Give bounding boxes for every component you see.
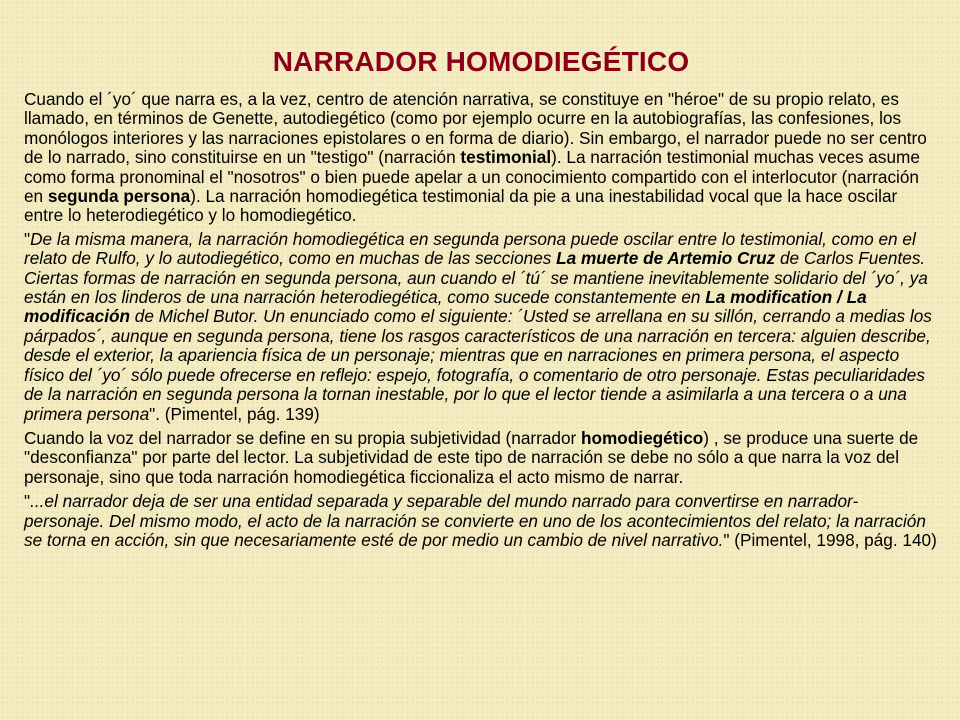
subjetividad-text-2: ) , se produce una suerte de "desconfianza" por parte del lector. La subjetividad de este tipo de narración se debe no sólo a que narra la voz del personaje, sino que toda narración homodiegética ficcionaliza el acto mismo de narrar. bbox=[24, 427, 919, 487]
term-testimonial: testimonial bbox=[460, 147, 552, 168]
intro-text-1: Cuando el ´yo´ que narra es, a la vez, centro de atención narrativa, se constituye en "héroe" de su propio relato, es llamado, en términos de Genette, autodiegético (como por ejemplo ocurre en la autobiografías, las confesiones, los monólogos interiores y las narraciones epistolares o en forma de diario). Sin embargo, el narrador puede no ser centro de lo narrado, sino constituirse en un "testigo" (narración bbox=[24, 89, 927, 168]
intro-text-3: ). La narración homodiegética testimonial da pie a una inestabilidad vocal que la hace oscilar entre lo heterodiegético y lo homodiegético. bbox=[24, 186, 898, 226]
quote-2-citation: " (Pimentel, 1998, pág. 140) bbox=[723, 529, 937, 550]
quote-1-open-mark: " bbox=[24, 228, 31, 249]
paragraph-quote-1 bbox=[24, 230, 938, 424]
quote-1-citation: ". (Pimentel, pág. 139) bbox=[149, 403, 320, 424]
term-homodiegetico: homodiegético bbox=[581, 427, 704, 448]
quote-1-text-1: De la misma manera, la narración homodiegética en segunda persona puede oscilar entre lo testimonial, como en el relato de Rulfo, y lo autodiegético, como en muchas de las secciones bbox=[24, 228, 916, 269]
intro-text-2: ). La narración testimonial muchas veces asume como forma pronominal el "nosotros" o bien puede apelar a un conocimiento compartido con el interlocutor (narración en bbox=[24, 147, 920, 207]
book-title-artemio-cruz: La muerte de Artemio Cruz bbox=[556, 248, 776, 269]
paragraph-subjetividad bbox=[24, 429, 938, 487]
paragraph-quote-2 bbox=[24, 492, 938, 550]
quote-2-text: ...el narrador deja de ser una entidad separada y separable del mundo narrado para convertirse en narrador- personaje. Del mismo modo, el acto de la narración se convierte en uno de los acontecimientos del relato; la narración se torna en acción, sin que necesariamente esté de por medio un cambio de nivel narrativo. bbox=[24, 491, 926, 550]
page-title: NARRADOR HOMODIEGÉTICO bbox=[272, 46, 690, 77]
book-title-la-modification: La modification / La modificación bbox=[24, 287, 867, 327]
quote-1-text-2: de Carlos Fuentes. Ciertas formas de narración en segunda persona, aun cuando el ´tú´ se mantiene inevitablemente solidario del ´yo´, ya están en los linderos de una narración heterodiegética, como sucede constantemente en bbox=[24, 248, 928, 308]
paragraph-intro bbox=[24, 90, 938, 226]
slide-body bbox=[24, 90, 938, 550]
quote-1-text-3: de Michel Butor. Un enunciado como el siguiente: ´Usted se arrellana en su sillón, cerrando a medias los párpados´, aunque en segunda persona, tiene los rasgos característicos de una narración en tercera: alguien describe, desde el exterior, la apariencia física de un personaje; mientras que en narraciones en primera persona, el aspecto físico del ´yo´ sólo puede ofrecerse en reflejo: espejo, fotografía, o comentario de otro personaje. Estas peculiaridades de la narración en segunda persona la tornan inestable, por lo que el lector tiende a asimilarla a una tercera o a una primera persona bbox=[24, 306, 932, 424]
subjetividad-text-1: Cuando la voz del narrador se define en su propia subjetividad (narrador bbox=[24, 427, 582, 448]
quote-2-open-mark: " bbox=[24, 491, 31, 512]
term-segunda-persona: segunda persona bbox=[47, 186, 191, 207]
